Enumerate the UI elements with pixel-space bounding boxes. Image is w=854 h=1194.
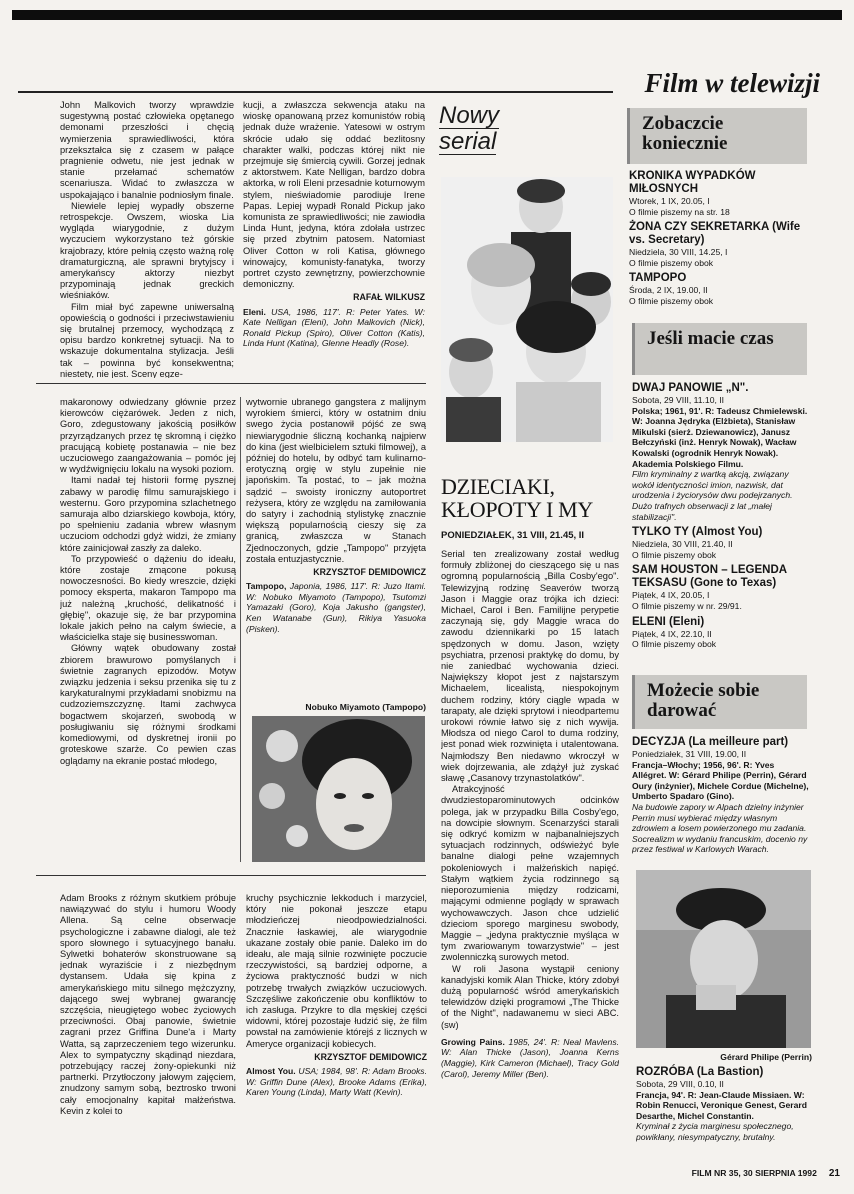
if-time-list [632, 378, 810, 666]
listing-note: O filmie piszemy obok [629, 295, 714, 306]
listing-note: O filmie piszemy w nr. 29/91. [632, 600, 742, 611]
must-see-list [629, 166, 809, 314]
top-black-bar [12, 10, 842, 20]
listing-title: DWAJ PANOWIE „N". [632, 382, 749, 394]
new-series-tag [439, 103, 589, 155]
paragraph: Serial ten zrealizowany został według formuły zbliżonej do cieszącego się u nas ogromną popularnością „Billa Cosby'ego". Telewizyjną rodzinę Seaverów tworzą Jason i Maggie oraz trójka ich dzieci: Michael, Carol i Ben. Familijne perypetie zaczynają się, gdy Maggie wraca do zawodu dziennikarki po 15 latach spędzonych w domu. Jason, wzięty psychiatra, przenosi praktykę do domu, by nie zaniedbać wychowania dzieci. Największy kłopot jest z najstarszym Michaelem, licealistą, niespokojnym duchem rodziny, który ciągle wpada w tarapaty, ale dzięki sprytowi i nieodpartemu urokowi równie łatwo się z nich wywija. Młodsza od niego Carol to duma rodziny, jest ponad wiek rozwinięta i utalentowana. Najmłodszy Ben niedawno wkroczył w wiek dojrzewania, ale zdążył już zyskać sławę „Casanovy trzynastolatków". [441, 549, 619, 784]
listing-time: Sobota, 29 VIII, 11.10, II [632, 395, 725, 405]
column-rule [240, 397, 241, 862]
paragraph: Adam Brooks z różnym skutkiem próbuje nawiązywać do stylu i humoru Woody Allena. Są celne obserwacje psychologiczne i zabawne dialogi, ale też sporo słownego i sytuacyjnego banału. Sylwetki bohaterów skonstruowane są jednak wyraziście i z niezbędnym dystansem. Udała się kpina z amerykańskiego mitu silnego mężczyzny, dającego swej wybranej gwarancję szczęścia, nieugiętego wobec życiowych przeciwności. Obaj panowie, świetnie zagrani przez Griffina Dune'a i Marty Watta, są zaprzeczeniem tego wizerunku. Alex to sympatyczny skądinąd niezdara, potrzebujący raczej żony-opiekunki niż partnerki. Przytłoczony jałowym zajęciem, znudzony samym sobą, beztrosko trwoni cały emocjonalny kapitał małżeństwa. Kevin z kolei to [60, 893, 236, 1116]
listing-title: ROZRÓBA (La Bastion) [636, 1066, 764, 1078]
review-author: RAFAŁ WILKUSZ [353, 292, 425, 303]
portrait-illustration [252, 716, 425, 862]
film-title: Eleni. [243, 306, 266, 317]
listing-description: Kryminał z życia marginesu społecznego, powikłany, niesympatyczny, brutalny. [636, 1121, 794, 1142]
sidebar-heading-if-time: Jeśli macie czas [632, 323, 807, 375]
listing-note: O filmie piszemy obok [629, 257, 714, 268]
listing-title: SAM HOUSTON – LEGENDA TEKSASU (Gone to Texas) [632, 564, 787, 590]
section-title: Film w telewizji [644, 68, 820, 98]
film-credits [441, 1037, 619, 1079]
paragraph: Główny wątek obudowany został zbiorem brawurowo pomyślanych i świetnie zagranych epizodów. Motyw związku jedzenia i seksu przenika się tu z karykaturalnymi przykładami snobizmu na cudzoziemszczyznę. Itami zachwyca bogactwem skojarzeń, swobodą w posługiwaniu się różnymi środkami komediowymi, od dyskretnej ironii po groteskowe szarże. Co pewien czas oglądamy na ekranie postać młodego, [60, 643, 236, 766]
tampopo-photo [252, 716, 425, 862]
sidebar-heading-skip: Możecie sobie darować [632, 675, 807, 729]
film-title: Almost You. [246, 1066, 296, 1077]
section-divider [36, 875, 426, 876]
credits-text: Japonia, 1986, 117'. R: Juzo Itami. W: Nobuko Miyamoto (Tampopo), Tsutomzi Yamazaki (Goro), Koja Jakusho (gangster), Ken Watanabe (Gun), Rikiya Yasuoka (Pisken). [246, 581, 426, 634]
listing-time: Piątek, 4 IX, 20.05, I [632, 590, 710, 601]
paragraph: Film miał być zapewne uniwersalną opowieścią o godności i przeciwstawieniu się brutalnej przemocy, wychodzącą z opisu bardzo konkretnej sytuacji. Na to wskazuje dokumentalna stylizacja. Jeśli tak – powinna być konsekwentna; niestety, nie jest. Sceny egze- [60, 301, 234, 378]
listing-note: O filmie piszemy na str. 18 [629, 206, 730, 217]
listing-title: DECYZJA (La meilleure part) [632, 736, 789, 748]
series-headline: DZIECIAKI, KŁOPOTY I MY [441, 475, 594, 521]
photo-caption: Nobuko Miyamoto (Tampopo) [305, 702, 426, 712]
credits-text: 1985, 24'. R: Neal Mavlens. W: Alan Thicke (Jason), Joanna Kerns (Maggie), Kirk Cameron (Michael), Tracy Gold (Carol), Jeremy Miller (Ben). [441, 1036, 619, 1079]
actor-illustration [636, 870, 811, 1048]
review3-col1 [60, 893, 236, 1168]
paragraph: To przypowieść o dążeniu do ideału, które zostaje zmącone pokusą nowoczesności. Bo kiedy wreszcie, dzięki pomocy eksperta, makaron Tampopo ma już należną „kruchość, delikatność i głębię", okazuje się, że bar przypomina lokale jakich pełno na całym świecie, a właścicielka staje się businesswoman. [60, 553, 236, 643]
review-author: KRZYSZTOF DEMIDOWICZ [314, 1051, 427, 1062]
film-title: Tampopo, [246, 581, 287, 592]
review-author: KRZYSZTOF DEMIDOWICZ [313, 567, 426, 578]
listing-title: TAMPOPO [629, 272, 687, 285]
listing-title: KRONIKA WYPADKÓW MIŁOSNYCH [629, 170, 756, 195]
listing-note: O filmie piszemy obok [632, 549, 717, 560]
paragraph: Itami nadał tej historii formę pysznej zabawy w parodię filmu samurajskiego i westernu. Goro przypomina szlachetnego samuraja albo dziarskiego kowboja, który, po spełnieniu zadania wbrew własnym uczuciom odchodzi gdyż widzi, że zmiany które zainicjował zaszły za daleko. [60, 475, 236, 553]
page-number: 21 [828, 1168, 840, 1179]
paragraph: Niewiele lepiej wypadły obszerne retrospekcje. Owszem, wioska Lia wygląda wiarygodnie, z dużym wyczuciem wykorzystano też górskie krajobrazy, które pełnią często ważną rolę dramaturgiczną, ale sprawni brytyjscy i amerykańscy aktorzy niezbyt przypominają jednak greckich wieśniaków. [60, 200, 234, 301]
paragraph: kucji, a zwłaszcza sekwencja ataku na wioskę opanowaną przez komunistów robią jednak duże wrażenie. Yatesowi w ostrym skrócie udało się oddać bezlitosny charakter walki, podczas której nikt nie przejmuje się śmiercią cywili. Gorzej jednak z aktorstwem. Kate Nelligan, bardzo dobra aktorka, w roli Eleni przesadnie koturnowym stylem, nieświadomie parodiuje Irene Papas. Lepiej wypadł Ronald Pickup jako komunista ze sprawiedliwości; nie zawiodła Linda Hunt, jedyna, która zdołała ustrzec się przed zbytnim patosem. Natomiast Oliver Cotton w roli Katisa, głównego winowajcy, komunisty-fanatyka, tworzy portret czysto zewnętrzny, powierzchownie demoniczny. [243, 100, 425, 290]
listing-note: O filmie piszemy obok [632, 639, 717, 650]
skip-list-bottom [636, 1062, 812, 1162]
listing-time: Sobota, 29 VIII, 0.10, II [636, 1079, 724, 1089]
paragraph: wytwornie ubranego gangstera z malijnym wyrokiem śmierci, który w ostatnim dniu swego życia postanowił pójść ze swą niewiarygodnie śliczną kochanką najpierw do kina (jest wielbicielem sztuki filmowej), a później do hotelu, by odbyć tam kulinarno-erotyczną orgię w stylu zupełnie nie japońskim. Ta postać, to – jak można sądzić – swoisty ironiczny autoportret reżysera, który ze względu na zamiłowania do satyry i zachodnią stylistykę znacznie większą popularnością cieszy się za granicą, zwłaszcza w Stanach Zjednoczonych, gdzie „Tampopo" przyjęta została entuzjastycznie. [246, 397, 426, 564]
listing-title: TYLKO TY (Almost You) [632, 526, 763, 539]
listing-credits: Francja, 94'. R: Jean-Claude Missiaen. W: Robin Renucci, Veronique Genest, Gerard Desarthe, Michel Constantin. [636, 1089, 807, 1121]
review2-col2 [246, 397, 426, 703]
listing-time: Środa, 2 IX, 19.00, II [629, 285, 708, 296]
listing-time: Niedziela, 30 VIII, 21.40, II [632, 539, 733, 550]
listing-time: Poniedziałek, 31 VIII, 19.00, II [632, 749, 747, 759]
review1-col2 [243, 100, 425, 380]
page-footer [640, 1168, 840, 1179]
skip-list-top [632, 732, 810, 862]
film-credits [243, 307, 425, 349]
paragraph: makaronowy odwiedzany głównie przez kierowców ciężarówek. Jeden z nich, Goro, zdegustowany jakością posiłków przyrządzanych przez tę skromną i ciężko pracującą kobietę postanawia – nie bez uczuciowego zaangażowania – pomóc jej w wydźwignięciu lokalu na wysoki poziom. [60, 397, 236, 475]
series-body [441, 549, 619, 1164]
tag-line: serial [439, 128, 497, 155]
family-illustration [441, 177, 613, 442]
listing-time: Piątek, 4 IX, 22.10, II [632, 628, 712, 639]
paragraph: kruchy psychicznie lekkoduch i marzyciel, który nie pokonał jeszcze etapu młodzieńczej nieodpowiedzialności. Znacznie łaskawiej, ale wiarygodnie ukazane zostały obie panie. Daleko im do ideału, ale mają silnie rozwinięte poczucie rzeczywistości, są bardziej odporne, a życiowa praktyczność budzi w nich potrzebę trwałych związków uczuciowych. Szczęśliwe zakończenie obu konfliktów to ich zasługa. Przykre to dla męskiej części widowni, której pozostaje łudzić się, że film powstał na zamówienie którejś z licznych w Ameryce organizacji kobiecych. [246, 893, 427, 1049]
film-title: Growing Pains. [441, 1036, 505, 1047]
credits-text: USA, 1986, 117'. R: Peter Yates. W: Kate Nelligan (Eleni), John Malkovich (Nick), Ronald Pickup (Spiro), Oliver Cotton (Katis), Linda Hunt (Katina), Glenne Headly (Rose). [243, 306, 425, 349]
photo-caption: Gérard Philipe (Perrin) [720, 1052, 812, 1062]
listing-credits: Francja–Włochy; 1956, 96'. R: Yves Allégret. W: Gérard Philipe (Perrin), Gérard Oury (inżynier), Michele Cordue (Michelne), Umberto Spadaro (Gino). [632, 759, 809, 802]
series-dateline: PONIEDZIAŁEK, 31 VIII, 21.45, II [441, 530, 585, 541]
sidebar-heading-must-see: Zobaczcie koniecznie [627, 108, 807, 164]
gerard-philipe-photo [636, 870, 811, 1048]
listing-credits: Polska; 1961, 91'. R: Tadeusz Chmielewski. W: Joanna Jędryka (Elżbieta), Stanisław Mikulski (sierż. Dziewanowicz), Janusz Bełczyński (inż. Henryk Nowak), Wacław Kowalski (ogrodnik Henryk Nowak). Akademia Polskiego Filmu. [632, 405, 808, 469]
listing-description: Film kryminalny z wartką akcją, związany wokół identyczności imion, nazwisk, dat urodzenia i życiorysów dwu podejrzanych. Dużo trafnych obserwacji z lat „małej stabilizacji". [632, 469, 793, 522]
review2-col1 [60, 397, 236, 867]
section-divider [36, 383, 426, 384]
review3-col2 [246, 893, 427, 1165]
credits-text: USA; 1984, 98'. R: Adam Brooks. W: Griffin Dune (Alex), Brooke Adams (Erika), Karen Young (Linda), Marty Watt (Kevin). [246, 1066, 427, 1098]
film-credits [246, 1066, 427, 1098]
listing-time: Niedziela, 30 VIII, 14.25, I [629, 247, 728, 258]
listing-description: Na budowie zapory w Alpach dzielny inżynier Perrin musi wybierać między własnym zdrowiem a losem powierzonego mu zadania. Socrealizm w wydaniu francuskim, docenio ny przez festiwal w Karlowych Warach. [632, 801, 808, 855]
header-rule [18, 91, 613, 93]
tag-line: Nowy [439, 103, 500, 129]
family-photo [441, 177, 613, 442]
issue-info: FILM NR 35, 30 SIERPNIA 1992 [691, 1168, 817, 1178]
paragraph: W roli Jasona wystąpił ceniony kanadyjski komik Alan Thicke, który zdobył dużą popularność wśród amerykańskich telewidzów dzięki programowi „The Thicke of the Night", nadawanemu w sieci ABC. (sw) [441, 963, 619, 1030]
review1-col1 [60, 100, 234, 378]
listing-title: ŻONA CZY SEKRETARKA (Wife vs. Secretary) [629, 221, 801, 247]
paragraph: John Malkovich tworzy wprawdzie sugestywną postać człowieka opętanego demonami przeszłości i chęcią wymierzenia sprawiedliwości, która przekształca się z czasem w pałące pragnienie odwetu, nie jest jednak w stanie przełamać schematów scenariusza. Widać to zwłaszcza w uspokajająco i banalnie podniosłym finale. [60, 100, 234, 200]
listing-time: Wtorek, 1 IX, 20.05, I [629, 196, 710, 206]
film-credits [246, 581, 426, 634]
listing-title: ELENI (Eleni) [632, 615, 705, 628]
paragraph: Atrakcyjność dwudziestoparominutowych odcinków polega, jak w przypadku Billa Cosby'ego, na dowcipie słownym. Scenarzyści starali się odkryć komizm w najbanalniejszych sytuacjach rodzinnych, odświeżyć byle banalne dialogi pełne wzajemnych pokoleniowych i małżeńskich napięć. Stałym wątkiem życia rodzinnego są nieporozumienia między rodzicami, mającymi odmienne poglądy w sprawach wychowawczych. Jason chce udzielić dzieciom sporego marginesu swobody, Maggie – „jedyna praktycznie myśląca w tym zwariowanym towarzystwie" – jest zwolenniczką surowych metod. [441, 784, 619, 963]
